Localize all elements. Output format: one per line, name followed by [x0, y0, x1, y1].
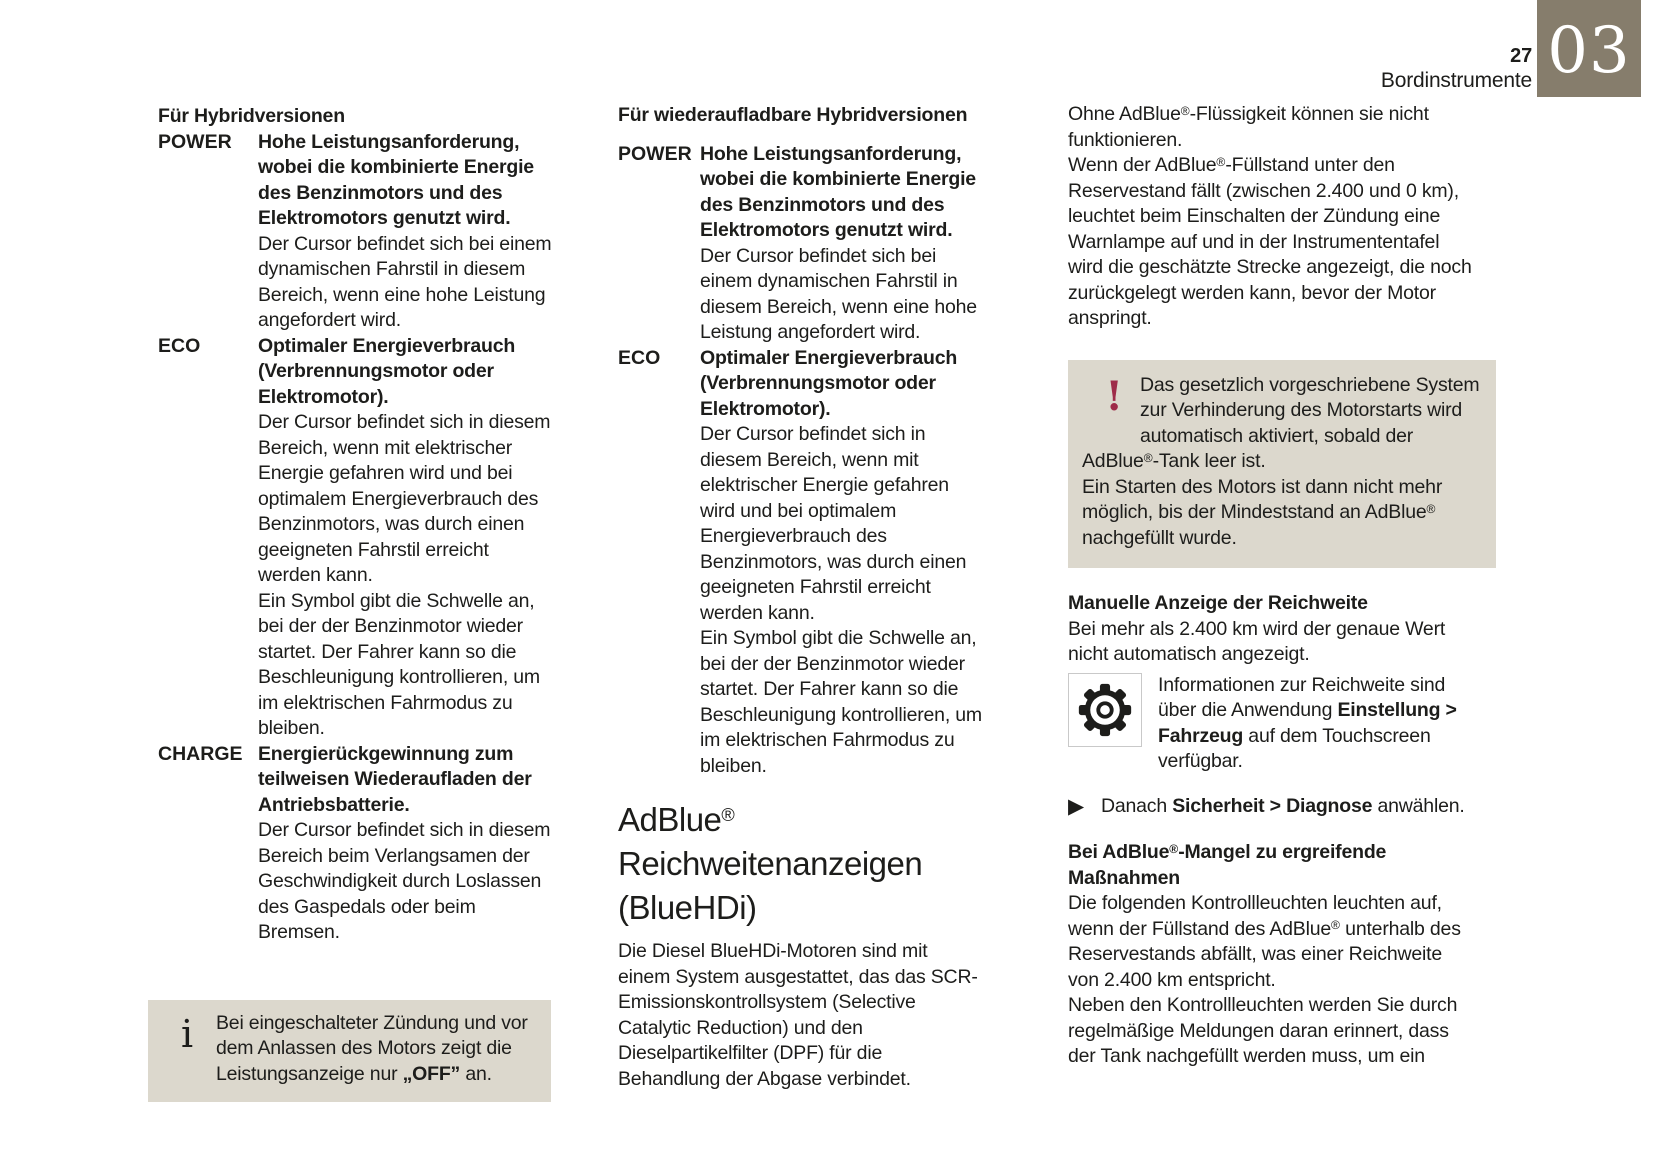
entry-power — [158, 130, 552, 334]
page-number: 27 — [1510, 45, 1532, 67]
warning-icon: ! — [1105, 372, 1123, 420]
entry-lead: Optimaler Energieverbrauch (Verbrennungsmotor oder Elektromotor). — [258, 334, 516, 408]
action-step — [1068, 794, 1474, 820]
entry-power — [618, 142, 982, 346]
entry-body: Der Cursor befindet sich bei einem dynamischen Fahrstil in diesem Bereich, wenn eine hohe Leistung angefordert wird. — [258, 232, 552, 331]
page-header — [1381, 44, 1532, 94]
entry-label: CHARGE — [158, 742, 243, 765]
entry-text — [700, 346, 982, 780]
manual-range-text: Bei mehr als 2.400 km wird der genaue Wert nicht automatisch angezeigt. — [1068, 617, 1446, 665]
info-box-text: Bei eingeschalteter Zündung und vor dem Anlassen des Motors zeigt die Leistungsanzeige nur „OFF” an. — [216, 1011, 528, 1085]
entry-lead: Optimaler Energieverbrauch (Verbrennungsmotor oder Elektromotor). — [700, 346, 958, 420]
entry-eco — [618, 346, 982, 780]
warning-text: Ein Starten des Motors ist dann nicht mehr möglich, bis der Mindeststand an AdBlue® nachgefüllt wurde. — [1082, 475, 1443, 549]
warning-text: Das gesetzlich vorgeschriebene System zur Verhinderung des Motorstarts wird automatisch aktiviert, sobald der AdBlue®-Tank leer ist. — [1082, 373, 1480, 472]
entry-text — [258, 742, 552, 946]
entry-lead: Energierückgewinnung zum teilweisen Wiederaufladen der Antriebsbatterie. — [258, 742, 532, 816]
entry-text — [700, 142, 982, 346]
chapter-number: 03 — [1547, 13, 1631, 88]
adblue-shortage-heading: Bei AdBlue®-Mangel zu ergreifende Maßnahmen — [1068, 841, 1387, 889]
entry-body: Der Cursor befindet sich bei einem dynamischen Fahrstil in diesem Bereich, wenn eine hohe Leistung angefordert wird. — [700, 244, 977, 343]
column-hybrid-versions — [158, 104, 552, 1102]
info-icon: i — [181, 1011, 193, 1056]
action-text: Danach Sicherheit > Diagnose anwählen. — [1100, 794, 1465, 817]
adblue-paragraph: Ohne AdBlue®-Flüssigkeit können sie nicht funktionieren. — [1068, 103, 1429, 151]
entry-body: Ein Symbol gibt die Schwelle an, bei der der Benzinmotor wieder startet. Der Fahrer kann so die Beschleunigung kontrollieren, um im elektrischen Fahrmodus zu bleiben. — [700, 627, 982, 777]
col1-heading: Für Hybridversionen — [158, 105, 345, 127]
entry-charge — [158, 742, 552, 946]
entry-label: ECO — [618, 346, 661, 369]
adblue-intro: Die Diesel BlueHDi-Motoren sind mit einem System ausgestattet, das das SCR-Emissionskontrollsystem (Selective Catalytic Reduction) und den Dieselpartikelfilter (DPF) für die Behandlung der Abgase verbindet. — [618, 940, 978, 1090]
entry-body: Der Cursor befindet sich in diesem Bereich, wenn mit elektrischer Energie gefahren wird und bei optimalem Energieverbrauch des Benzinmotors, was durch einen geeigneten Fahrstil erreicht werden kann. — [700, 423, 967, 624]
col2-heading: Für wiederaufladbare Hybridversionen — [618, 104, 968, 126]
adblue-paragraph: Wenn der AdBlue®-Füllstand unter den Reservestand fällt (zwischen 2.400 und 0 km), leuchtet beim Einschalten der Zündung eine Warnlampe auf und in der Instrumententafel wird die geschätzte Strecke angezeigt, die noch zurückgelegt werden kann, bevor der Motor anspringt. — [1068, 154, 1472, 329]
entry-label: POWER — [618, 142, 692, 165]
column-rechargeable-hybrid — [618, 103, 982, 1092]
entry-body: Der Cursor befindet sich in diesem Bereich, wenn mit elektrischer Energie gefahren wird und bei optimalem Energieverbrauch des Benzinmotors, was durch einen geeigneten Fahrstil erreicht werden kann. — [258, 411, 551, 586]
settings-note — [1068, 673, 1474, 775]
settings-gear-icon — [1078, 683, 1132, 737]
manual-range-heading: Manuelle Anzeige der Reichweite — [1068, 592, 1368, 614]
entry-lead: Hohe Leistungsanforderung, wobei die kombinierte Energie des Benzinmotors und des Elektromotors genutzt wird. — [700, 142, 976, 241]
settings-gear-tile — [1068, 673, 1142, 747]
column-adblue-details — [1068, 102, 1480, 1070]
action-arrow-icon: ▶ — [1068, 794, 1084, 818]
chapter-number-badge — [1537, 0, 1641, 97]
adblue-shortage-paragraph: Neben den Kontrollleuchten werden Sie durch regelmäßige Meldungen daran erinnert, dass der Tank nachgefüllt werden muss, um ein — [1068, 994, 1458, 1067]
entry-lead: Hohe Leistungsanforderung, wobei die kombinierte Energie des Benzinmotors und des Elektromotors genutzt wird. — [258, 130, 534, 229]
settings-note-text: Informationen zur Reichweite sind über die Anwendung Einstellung > Fahrzeug auf dem Touchscreen verfügbar. — [1158, 673, 1457, 772]
entry-body: Der Cursor befindet sich in diesem Bereich beim Verlangsamen der Geschwindigkeit durch Loslassen des Gaspedals oder beim Bremsen. — [258, 819, 551, 943]
entry-text — [258, 334, 552, 742]
adblue-section-heading: AdBlue® Reichweitenanzeigen (BlueHDi) — [618, 801, 923, 926]
entry-label: POWER — [158, 130, 232, 153]
entry-label: ECO — [158, 334, 201, 357]
info-box — [148, 1000, 551, 1103]
entry-eco — [158, 334, 552, 742]
chapter-title: Bordinstrumente — [1380, 69, 1532, 92]
warning-box — [1068, 360, 1496, 569]
entry-text — [258, 130, 552, 334]
adblue-shortage-paragraph: Die folgenden Kontrollleuchten leuchten auf, wenn der Füllstand des AdBlue® unterhalb des Reservestands abfällt, was einer Reichweite von 2.400 km entspricht. — [1068, 892, 1461, 991]
entry-body: Ein Symbol gibt die Schwelle an, bei der der Benzinmotor wieder startet. Der Fahrer kann so die Beschleunigung kontrollieren, um im elektrischen Fahrmodus zu bleiben. — [258, 589, 540, 739]
